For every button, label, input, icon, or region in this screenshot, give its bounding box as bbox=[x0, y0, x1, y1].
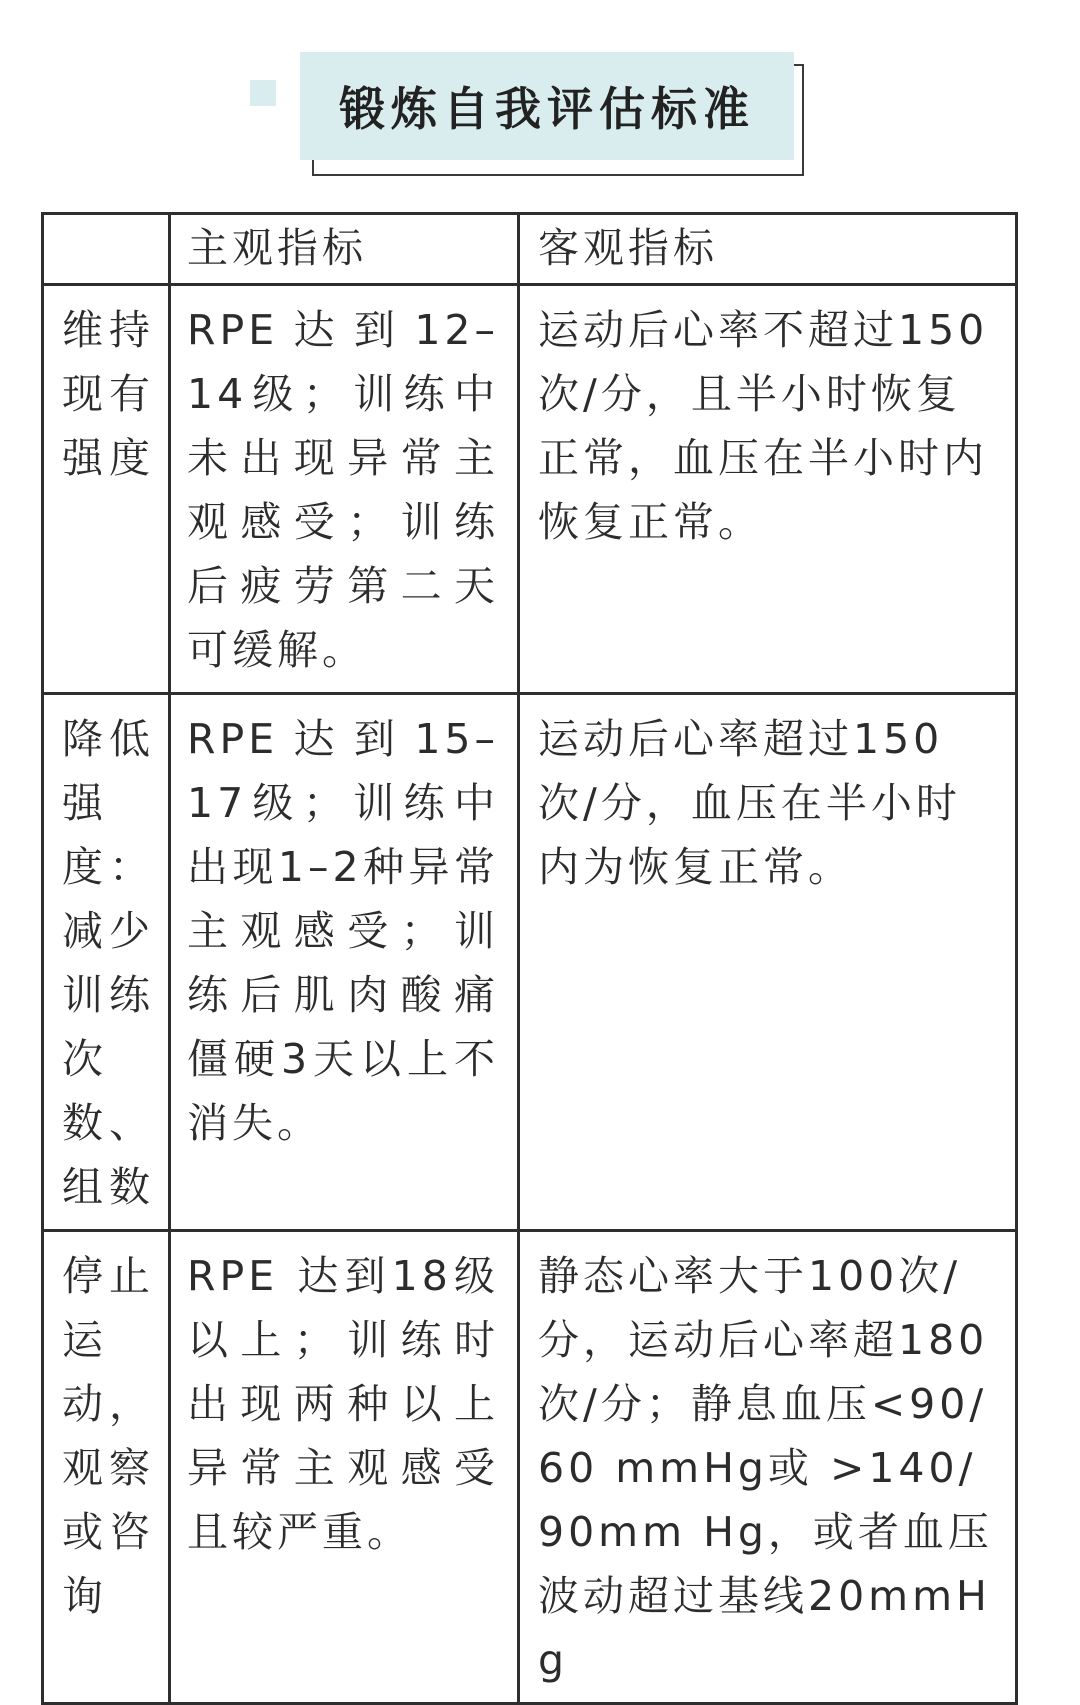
title-block bbox=[250, 52, 810, 182]
objective-cell: 静态心率大于100次/分，运动后心率超180次/分；静息血压<90/60 mmHg或 >140/90mm Hg，或者血压波动超过基线20mmHg bbox=[519, 1231, 1017, 1704]
row-label: 维持现有强度 bbox=[43, 285, 170, 694]
objective-cell: 运动后心率超过150次/分，血压在半小时内为恢复正常。 bbox=[519, 694, 1017, 1231]
subjective-cell: RPE达到15–17级；训练中出现1–2种异常主观感受；训练后肌肉酸痛僵硬3天以上不消失。 bbox=[170, 694, 519, 1231]
title-box bbox=[300, 52, 794, 160]
objective-cell: 运动后心率不超过150次/分，且半小时恢复正常，血压在半小时内恢复正常。 bbox=[519, 285, 1017, 694]
title-decoration-square bbox=[250, 80, 276, 106]
header-cell-subjective: 主观指标 bbox=[170, 214, 519, 285]
subjective-cell: RPE 达到18级以上；训练时出现两种以上异常主观感受且较严重。 bbox=[170, 1231, 519, 1704]
table-row bbox=[43, 694, 1017, 1231]
table-row bbox=[43, 1231, 1017, 1704]
subjective-cell: RPE达到12–14级；训练中未出现异常主观感受；训练后疲劳第二天可缓解。 bbox=[170, 285, 519, 694]
assessment-table bbox=[41, 212, 1018, 1705]
page-title: 锻炼自我评估标准 bbox=[339, 82, 755, 136]
row-label: 停止运动，观察或咨询 bbox=[43, 1231, 170, 1704]
table-header-row bbox=[43, 214, 1017, 285]
header-cell-blank bbox=[43, 214, 170, 285]
row-label: 降低强度：减少训练次数、组数 bbox=[43, 694, 170, 1231]
table-row bbox=[43, 285, 1017, 694]
header-cell-objective: 客观指标 bbox=[519, 214, 1017, 285]
